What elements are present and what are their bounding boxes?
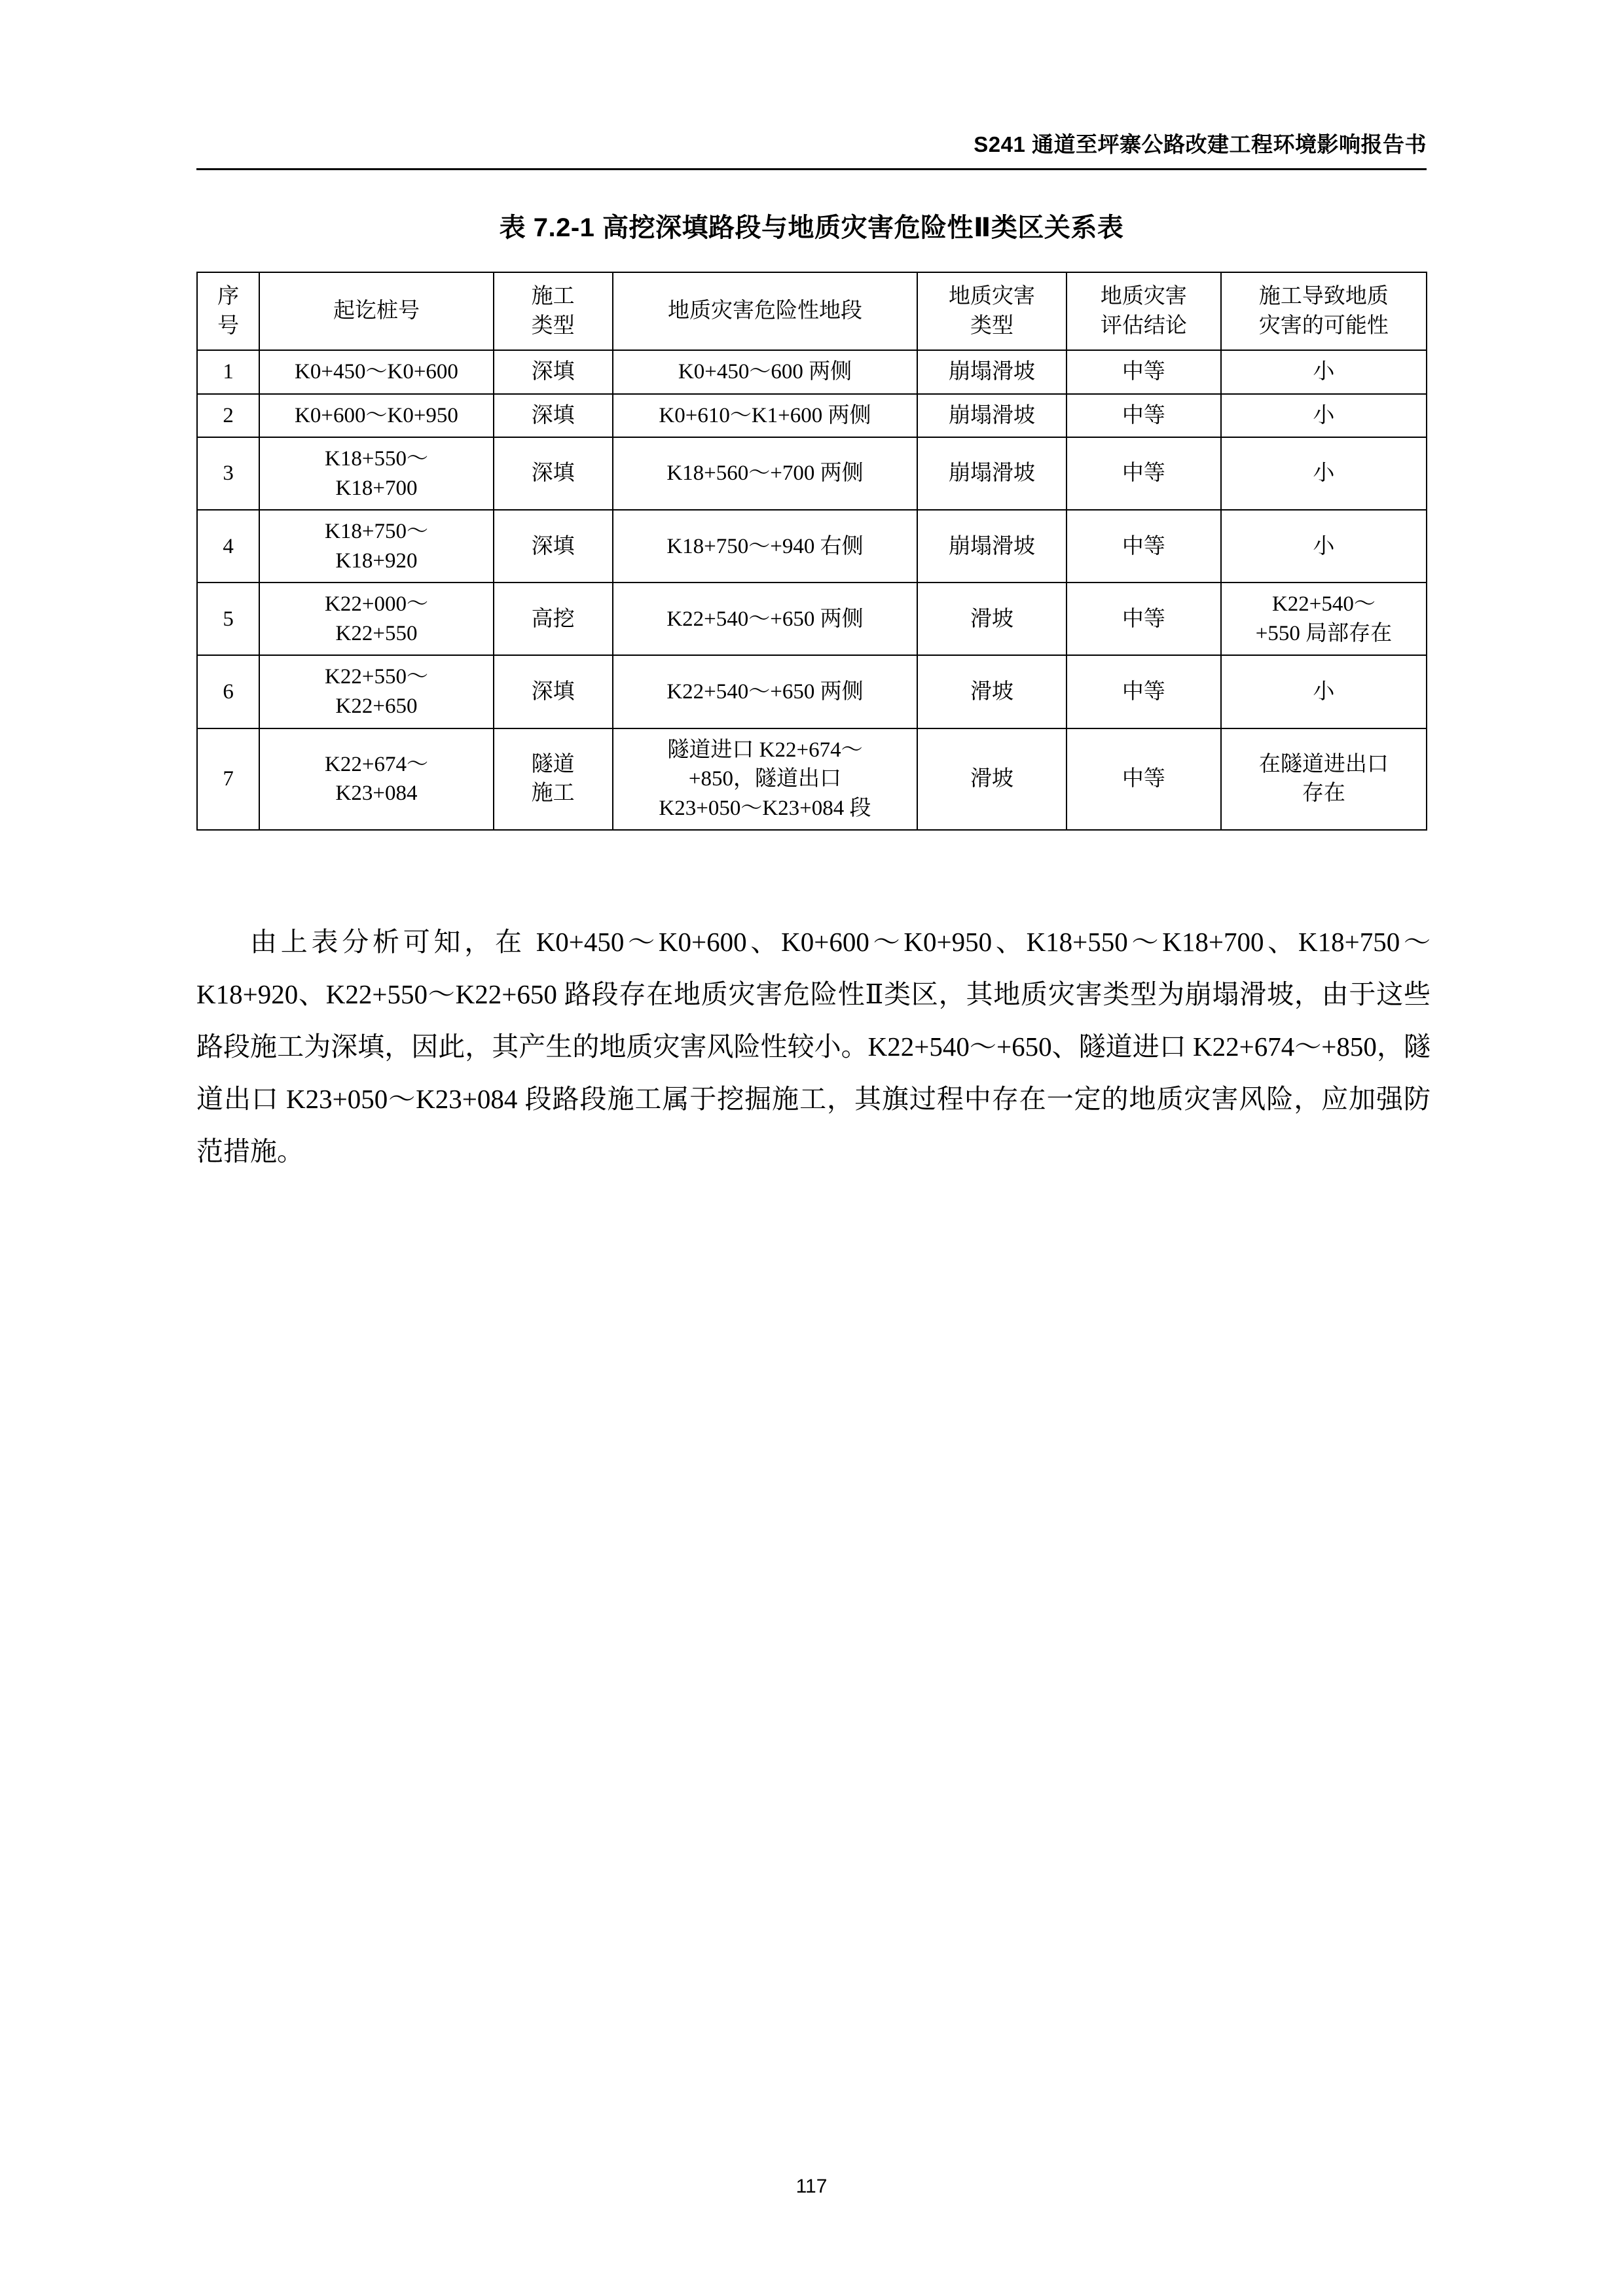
cell-line: 小 [1313,679,1335,704]
cell-possibility [1221,437,1427,510]
cell-hazard-segment [613,655,918,728]
cell-index: 2 [197,394,259,438]
col-header-line: 地质灾害 [949,285,1036,308]
col-header-line: 地质灾害 [1100,285,1187,308]
cell-line: 崩塌滑坡 [949,534,1036,558]
cell-line: K22+550～ [325,665,428,689]
cell-hazard-segment [613,728,918,831]
cell-line: 崩塌滑坡 [949,403,1036,427]
table-row [197,583,1427,655]
cell-line: 崩塌滑坡 [949,360,1036,384]
cell-hazard-type [917,583,1066,655]
cell-hazard-type [917,437,1066,510]
cell-line: 中等 [1122,767,1165,791]
cell-index: 7 [197,728,259,831]
cell-stake [259,510,493,583]
cell-line: 深填 [531,403,575,427]
cell-line: K18+920 [335,548,418,573]
cell-line: 隧道 [531,752,575,776]
cell-line: K18+750～ [325,520,428,544]
col-header-line: 灾害的可能性 [1258,314,1389,338]
cell-line: 中等 [1122,461,1165,486]
cell-line: K0+610～K1+600 两侧 [659,403,871,427]
cell-line: 存在 [1302,781,1345,806]
cell-line: 滑坡 [970,679,1014,704]
cell-index: 1 [197,350,259,394]
cell-line: 中等 [1122,403,1165,427]
cell-line: 深填 [531,360,575,384]
cell-line: 崩塌滑坡 [949,461,1036,486]
cell-line: 滑坡 [970,767,1014,791]
cell-hazard-segment [613,394,918,438]
cell-line: 小 [1313,461,1335,486]
cell-line: K18+560～+700 两侧 [666,461,864,486]
cell-line: +850，隧道出口 [688,767,842,791]
cell-line: 隧道进口 K22+674～ [667,738,863,762]
cell-hazard-segment [613,437,918,510]
cell-line: 深填 [531,679,575,704]
cell-line: K18+750～+940 右侧 [666,534,864,558]
cell-construction-type [494,437,613,510]
col-header-line: 序 [217,285,240,308]
cell-possibility [1221,583,1427,655]
col-header-hazard-type [917,272,1066,350]
cell-construction-type [494,655,613,728]
cell-stake [259,394,493,438]
table-row [197,350,1427,394]
table-container [196,272,1427,831]
cell-hazard-type [917,350,1066,394]
cell-line: K23+050～K23+084 段 [659,796,871,820]
col-header-line: 类型 [531,314,575,338]
running-title: S241 通道至坪寨公路改建工程环境影响报告书 [974,132,1427,156]
body-paragraph: 由上表分析可知，在 K0+450～K0+600、K0+600～K0+950、K18+550～K18+700、K18+750～K18+920、K22+550～K22+650 路段存在地质灾害危险性Ⅱ类区，其地质灾害类型为崩塌滑坡，由于这些路段施工为深填，因此，其产生的地质灾害风险性较小。K22+540～+650、隧道进口 K22+674～+850，隧道出口 K23+050～K23+084 段路段施工属于挖掘施工，其旗过程中存在一定的地质灾害风险，应加强防范措施。 [196,927,1431,1166]
table-row [197,394,1427,438]
cell-hazard-type [917,394,1066,438]
col-header-line: 类型 [970,314,1014,338]
cell-construction-type [494,350,613,394]
cell-line: K0+450～600 两侧 [678,360,852,384]
cell-possibility [1221,350,1427,394]
table-header-row [197,272,1427,350]
cell-line: 深填 [531,461,575,486]
geological-hazard-table [196,272,1427,831]
col-header-line: 地质灾害危险性地段 [667,299,862,323]
cell-line: 小 [1313,403,1335,427]
cell-line: 小 [1313,360,1335,384]
table-row [197,437,1427,510]
table-body [197,350,1427,830]
col-header-index [197,272,259,350]
cell-line: 滑坡 [970,607,1014,631]
cell-line: K22+674～ [325,752,428,776]
cell-index: 3 [197,437,259,510]
table-caption: 表 7.2-1 高挖深填路段与地质灾害危险性Ⅱ类区关系表 [499,213,1124,242]
col-header-hazard-segment [613,272,918,350]
cell-evaluation [1067,394,1221,438]
cell-line: 施工 [531,781,575,806]
cell-construction-type [494,394,613,438]
cell-line: 在隧道进出口 [1258,752,1389,776]
col-header-line: 施工导致地质 [1258,285,1389,308]
cell-stake [259,583,493,655]
cell-line: K22+540～+650 两侧 [666,679,864,704]
cell-possibility [1221,655,1427,728]
cell-line: K0+600～K0+950 [295,403,458,427]
cell-evaluation [1067,510,1221,583]
cell-evaluation [1067,583,1221,655]
page-number: 117 [795,2176,828,2197]
cell-line: K22+540～ [1271,592,1376,617]
cell-stake [259,350,493,394]
cell-stake [259,437,493,510]
cell-hazard-type [917,510,1066,583]
cell-index: 5 [197,583,259,655]
cell-stake [259,655,493,728]
cell-line: K22+650 [335,694,418,719]
cell-hazard-segment [613,350,918,394]
cell-construction-type [494,510,613,583]
cell-line: K18+550～ [325,447,428,471]
col-header-evaluation [1067,272,1221,350]
cell-hazard-segment [613,583,918,655]
cell-line: K22+550 [335,621,418,645]
cell-possibility [1221,728,1427,831]
cell-evaluation [1067,655,1221,728]
table-header-row-group [197,272,1427,350]
cell-line: 高挖 [531,607,575,631]
table-row [197,728,1427,831]
cell-line: K0+450～K0+600 [295,360,458,384]
col-header-line: 号 [217,314,240,338]
cell-line: 中等 [1122,534,1165,558]
col-header-line: 评估结论 [1100,314,1187,338]
cell-line: K23+084 [335,781,418,806]
cell-index: 4 [197,510,259,583]
cell-possibility [1221,510,1427,583]
col-header-line: 施工 [531,285,575,308]
col-header-line: 起讫桩号 [333,299,420,323]
page-header [196,118,1427,170]
col-header-possibility [1221,272,1427,350]
cell-construction-type [494,728,613,831]
table-row [197,655,1427,728]
col-header-construction-type [494,272,613,350]
col-header-stake [259,272,493,350]
cell-hazard-type [917,655,1066,728]
cell-line: K18+700 [335,476,418,500]
cell-stake [259,728,493,831]
cell-line: 深填 [531,534,575,558]
cell-hazard-type [917,728,1066,831]
cell-index: 6 [197,655,259,728]
cell-construction-type [494,583,613,655]
cell-line: K22+540～+650 两侧 [666,607,864,631]
cell-line: 中等 [1122,607,1165,631]
cell-possibility [1221,394,1427,438]
cell-line: K22+000～ [325,592,428,617]
cell-hazard-segment [613,510,918,583]
table-row [197,510,1427,583]
cell-evaluation [1067,437,1221,510]
cell-evaluation [1067,350,1221,394]
cell-line: 中等 [1122,679,1165,704]
header-divider [196,168,1427,170]
cell-evaluation [1067,728,1221,831]
cell-line: 中等 [1122,360,1165,384]
cell-line: 小 [1313,534,1335,558]
cell-line: +550 局部存在 [1255,621,1393,645]
